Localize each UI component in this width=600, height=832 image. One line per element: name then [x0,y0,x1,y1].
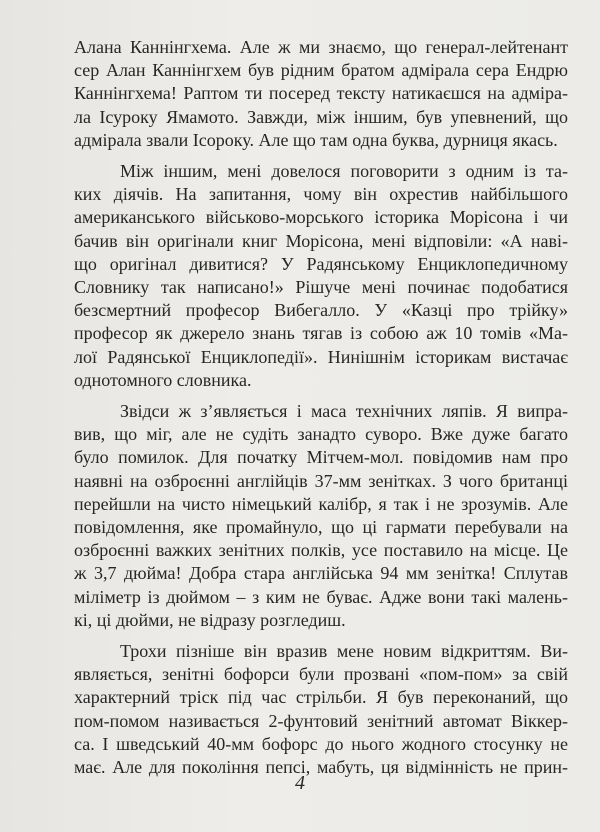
text-line: Словнику так написано!» Рішуче мені починає подобатися [74,277,568,298]
paragraph [74,400,568,632]
text-line: безсмертний професор Вибегалло. У «Казці про трійку» [74,300,568,321]
text-line: ла Ісуроку Ямамото. Завжди, між іншим, був упевнений, що [74,106,568,127]
text-line: са. І шведський 40-мм бофорс до нього жодного стосунку не [74,733,568,754]
text-line: однотомного словника. [74,369,252,390]
text-line: Звідси ж з’являється і маса технічних ляпів. Я випра- [120,401,568,422]
text-line: вив, що міг, але не судіть занадто суворо. Вже дуже багато [74,424,568,445]
text-line: американського військово-морського історика Морісона і чи [74,207,568,228]
text-line: сер Алан Каннінгхем був рідним братом адмірала сера Ендрю [74,60,568,81]
text-line: озброєнні важких зенітних полків, усе поставило на місце. Це [74,540,568,561]
paragraph [74,36,568,152]
page-number: 4 [295,772,305,794]
text-line: лої Радянської Енциклопедії». Нинішнім історикам вистачає [74,346,568,367]
text-line: Алана Каннінгхема. Але ж ми знаємо, що генерал-лейтенант [74,37,568,57]
text-line: ких діячів. На запитання, чому він охрестив найбільшого [74,184,568,205]
text-line: пом-помом називається 2-фунтовий зенітний автомат Віккер- [74,710,568,731]
text-line: що оригінал дивитися? У Радянському Енциклопедичному [74,253,568,274]
body-text [74,36,568,779]
text-line: Між іншим, мені довелося поговорити з одним із та- [120,161,568,182]
text-line: має. Але для покоління пепсі, мабуть, ця відмінність не прин- [74,757,568,778]
text-line: повідомлення, яке промайнуло, що ці гармати перебували на [74,517,568,538]
text-line: наявні на озброєнні англійців 37-мм зенітках. З чого британці [74,470,568,491]
text-line: характерний тріск під час стрільби. Я був переконаний, що [74,687,568,708]
paragraph [74,160,568,392]
text-line: ж 3,7 дюйма! Добра стара англійська 94 мм зенітка! Сплутав [74,563,568,584]
text-line: кі, ці дюйми, не відразу розгледиш. [74,609,346,630]
text-line: було помилок. Для початку Мітчем-мол. повідомив нам про [74,447,568,468]
paragraph [74,640,568,779]
text-line: являється, зенітні бофорси були прозвані «пом-пом» за свій [74,664,568,685]
text-line: перейшли на чисто німецький калібр, я так і не зрозумів. Але [74,493,568,514]
text-line: професор як джерело знань тягав із собою аж 10 томів «Ма- [74,323,568,344]
text-line: Каннінгхема! Раптом ти посеред тексту натикаєшся на адміра- [74,83,568,104]
text-line: Трохи пізніше він вразив мене новим відкриттям. Ви- [120,641,568,662]
text-line: адмірала звали Ісороку. Але що там одна буква, дурниця якась. [74,129,558,150]
text-line: міліметр із дюймом – з ким не буває. Адже вони такі малень- [74,586,568,607]
text-line: бачив він оригінали книг Морісона, мені відповіли: «А наві- [74,230,568,251]
